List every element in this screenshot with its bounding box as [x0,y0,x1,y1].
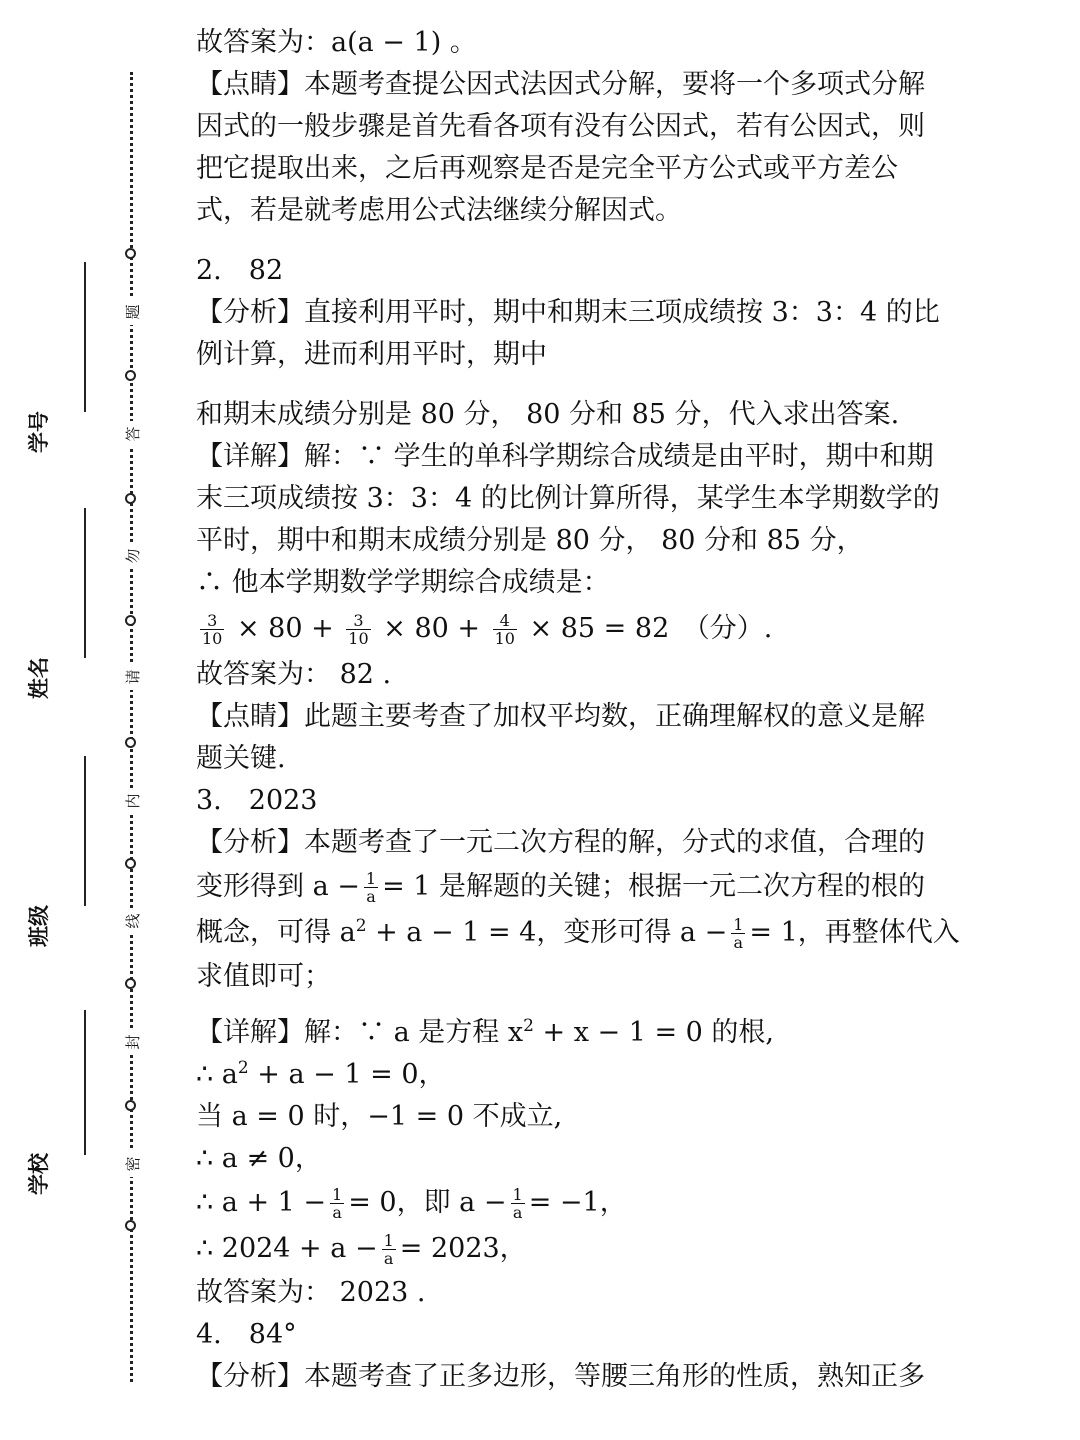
student-id-label: 学号 [26,411,51,453]
student-id-line[interactable] [84,262,86,412]
text-line: ∴ 他本学期数学学期综合成绩是： [196,567,610,598]
text-line: 故答案为： 82 . [196,659,392,690]
text-line: 【点睛】本题考查提公因式法因式分解，要将一个多项式分解 [196,69,925,100]
seal-dotted-line [130,72,133,1382]
seal-ring [125,370,136,381]
text-line: 故答案为： 2023 . [196,1277,426,1308]
name-line[interactable] [84,508,86,658]
seal-ring [125,1100,136,1111]
answer-content [196,22,960,1398]
fraction: $\frac{4}{10}$ [494,611,515,648]
text-line: 式，若是就考虑用公式法继续分解因式。 [196,195,682,226]
binding-margin [0,0,180,1440]
fraction: $\frac{1}{a}$ [733,915,744,952]
seal-char: 封 [124,1029,142,1055]
text-line: 因式的一般步骤是首先看各项有没有公因式，若有公因式，则 [196,111,925,142]
question-4-heading: 4. 84° [196,1319,297,1350]
school-line[interactable] [84,1010,86,1155]
text-line: 故答案为：a(a − 1) 。 [196,27,477,58]
fraction: $\frac{1}{a}$ [365,869,377,906]
class-label: 班级 [26,905,51,947]
text-line: ∴ a + 1 − $\frac{1}{a}$ = 0，即 a − $\frac{1}{a}$ = −1， [196,1185,627,1222]
text-line: 【详解】解：∵ 学生的单科学期综合成绩是由平时，期中和期 [196,441,934,472]
fraction: $\frac{1}{a}$ [383,1231,394,1268]
fraction: $\frac{3}{10}$ [202,611,223,648]
text-line: 【点睛】此题主要考查了加权平均数，正确理解权的意义是解 [196,701,925,732]
class-line[interactable] [84,756,86,906]
seal-ring [125,978,136,989]
text-line: ∴ 2024 + a − $\frac{1}{a}$ = 2023， [196,1231,527,1268]
text-line: 【分析】直接利用平时，期中和期末三项成绩按 3：3：4 的比 [196,297,940,328]
seal-char: 内 [124,788,142,814]
text-line: ∴ a ≠ 0， [196,1143,322,1174]
seal-ring [125,615,136,626]
seal-ring [125,493,136,504]
text-line: ∴ $a^2 + a - 1 = 0$， [196,1058,446,1090]
question-3-heading: 3. 2023 [196,785,318,816]
text-line: 【详解】解：∵ a 是方程 $x^2 + x - 1 = 0$ 的根, [196,1016,775,1048]
seal-char: 密 [124,1151,142,1177]
text-line: 平时，期中和期末成绩分别是 80 分， 80 分和 85 分， [196,525,864,556]
text-line: 【分析】本题考查了正多边形，等腰三角形的性质，熟知正多 [196,1361,925,1392]
question-2-heading: 2. 82 [196,255,284,286]
seal-char: 答 [124,421,142,447]
seal-char: 勿 [124,543,142,569]
school-label: 学校 [26,1153,51,1195]
seal-char: 题 [124,299,142,325]
text-line: 概念，可得 $a^2 + a - 1 = 4$，变形可得 a − $\frac{1}{a}$ = 1，再整体代入 [196,915,960,952]
fraction: $\frac{1}{a}$ [332,1185,343,1222]
text-line: 【分析】本题考查了一元二次方程的解，分式的求值，合理的 [196,827,925,858]
text-line: 和期末成绩分别是 80 分， 80 分和 85 分，代入求出答案. [196,399,900,430]
fraction: $\frac{3}{10}$ [348,611,369,648]
text-line: 当 a = 0 时，−1 = 0 不成立, [196,1101,563,1132]
seal-ring [125,737,136,748]
seal-ring [125,858,136,869]
fraction: $\frac{1}{a}$ [512,1185,523,1222]
seal-ring [125,1220,136,1231]
text-line: 把它提取出来，之后再观察是否是完全平方公式或平方差公 [196,153,898,184]
seal-ring [125,248,136,259]
text-line: 变形得到 a − $\frac{1}{a}$ = 1 是解题的关键；根据一元二次方程的根的 [196,869,926,906]
text-line: 末三项成绩按 3：3：4 的比例计算所得，某学生本学期数学的 [196,483,940,514]
formula-line: $\frac{3}{10}$ × 80 + $\frac{3}{10}$ × 80 + $\frac{4}{10}$ × 85 = 82 （分）. [202,611,773,648]
name-label: 姓名 [26,657,51,699]
seal-char: 请 [124,664,142,690]
text-line: 求值即可； [196,961,331,992]
seal-char: 线 [124,908,142,934]
text-line: 例计算，进而利用平时，期中 [196,339,547,370]
text-line: 题关键. [196,743,286,774]
